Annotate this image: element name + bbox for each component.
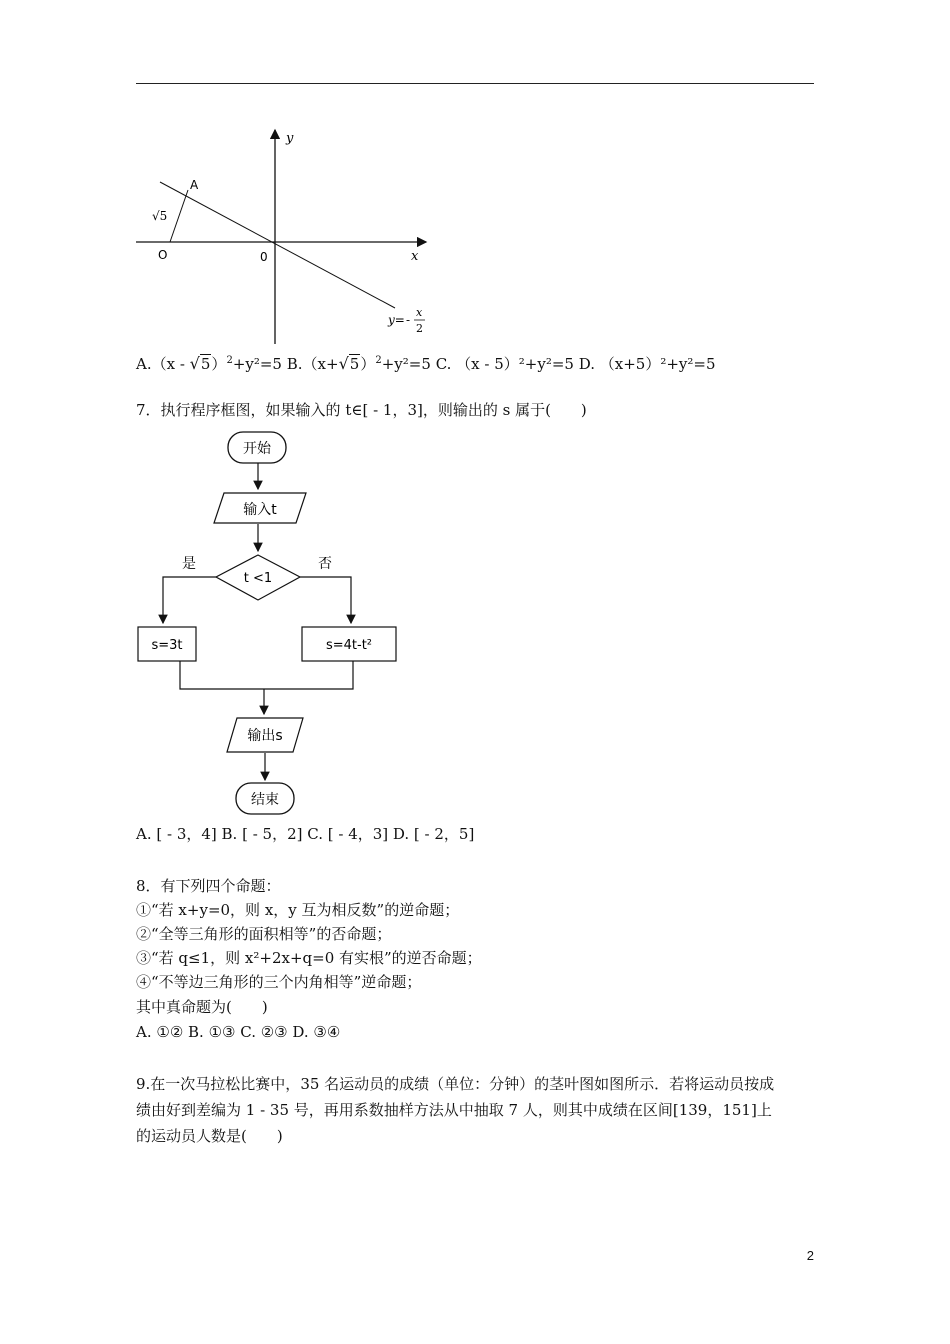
q6-option-a-root: 5 — [200, 355, 211, 373]
flow-input-label: 输入t — [243, 502, 277, 518]
q6-option-b-tail: +y²=5 — [381, 355, 431, 373]
flow-arrow — [300, 577, 351, 623]
flow-end-label: 结束 — [251, 792, 279, 808]
q7-options: A. [ - 3，4] B. [ - 5，2] C. [ - 4，3] D. [ - 2，5] — [136, 825, 475, 843]
q6-options — [136, 351, 716, 374]
flow-output-label: 输出s — [247, 728, 283, 744]
page-number: 2 — [806, 1248, 814, 1263]
q8-item-4: ④“不等边三角形的三个内角相等”逆命题； — [136, 973, 422, 991]
point-O-label: O — [158, 248, 168, 262]
header-rule — [136, 83, 814, 84]
q7-stem: 7．执行程序框图，如果输入的 t∈[ - 1，3]，则输出的 s 属于( ) — [136, 401, 587, 419]
segment-length-label: √5 — [152, 209, 168, 223]
flow-arrow — [163, 577, 216, 623]
segment-OA — [170, 190, 188, 242]
q6-option-b-root: 5 — [349, 355, 360, 373]
q8-options: A. ①② B. ①③ C. ②③ D. ③④ — [136, 1023, 341, 1041]
flow-merge-line — [180, 661, 353, 689]
flow-yes-label: 是 — [182, 556, 196, 572]
sqrt-symbol: √ — [338, 354, 349, 373]
flow-no-label: 否 — [318, 556, 332, 572]
q6-option-b-prefix: B.（x+ — [286, 355, 339, 373]
origin-label: 0 — [260, 250, 268, 264]
q6-option-d: D. （x+5）²+y²=5 — [578, 355, 716, 373]
q9-line-2: 绩由好到差编为 1 - 35 号，再用系数抽样方法从中抽取 7 人，则其中成绩在区间[139，151]上 — [136, 1101, 772, 1119]
flow-left-box-label: s=3t — [151, 638, 183, 653]
y-axis-label: y — [286, 131, 294, 146]
line-label-denominator: 2 — [416, 322, 423, 335]
line-y-neg-half-x — [160, 182, 395, 308]
q9-line-3: 的运动员人数是( ) — [136, 1127, 283, 1145]
q6-option-a-tail: +y²=5 — [232, 355, 282, 373]
q8-item-2: ②“全等三角形的面积相等”的否命题； — [136, 925, 392, 943]
sqrt-symbol: √ — [189, 354, 200, 373]
flowchart — [130, 424, 410, 820]
line-label-numerator: x — [416, 306, 423, 319]
point-A-label: A — [190, 178, 199, 192]
flow-start-label: 开始 — [243, 441, 271, 457]
q6-option-a-exp: 2 — [226, 355, 233, 366]
q6-option-c: C. （x - 5）²+y²=5 — [435, 355, 574, 373]
q6-option-a-suffix: ） — [211, 355, 227, 373]
flow-right-box-label: s=4t-t² — [325, 638, 373, 653]
line-label-sign: - — [406, 313, 411, 327]
line-label-prefix: y= — [388, 313, 405, 327]
q8-item-1: ①“若 x+y=0，则 x，y 互为相反数”的逆命题； — [136, 901, 460, 919]
coordinate-graph — [130, 122, 440, 346]
q8-item-3: ③“若 q≤1，则 x²+2x+q=0 有实根”的逆否命题； — [136, 949, 482, 967]
q6-option-b-suffix: ） — [360, 355, 376, 373]
flow-decision-label: t <1 — [243, 571, 273, 586]
q6-option-b-exp: 2 — [375, 355, 382, 366]
x-axis-label: x — [411, 249, 419, 264]
q8-stem: 8．有下列四个命题： — [136, 877, 281, 895]
q6-option-a-prefix: A.（x - — [136, 355, 190, 373]
q8-ask: 其中真命题为( ) — [136, 998, 268, 1016]
q9-line-1: 9.在一次马拉松比赛中，35 名运动员的成绩（单位：分钟）的茎叶图如图所示．若将运动员按成 — [136, 1075, 775, 1093]
